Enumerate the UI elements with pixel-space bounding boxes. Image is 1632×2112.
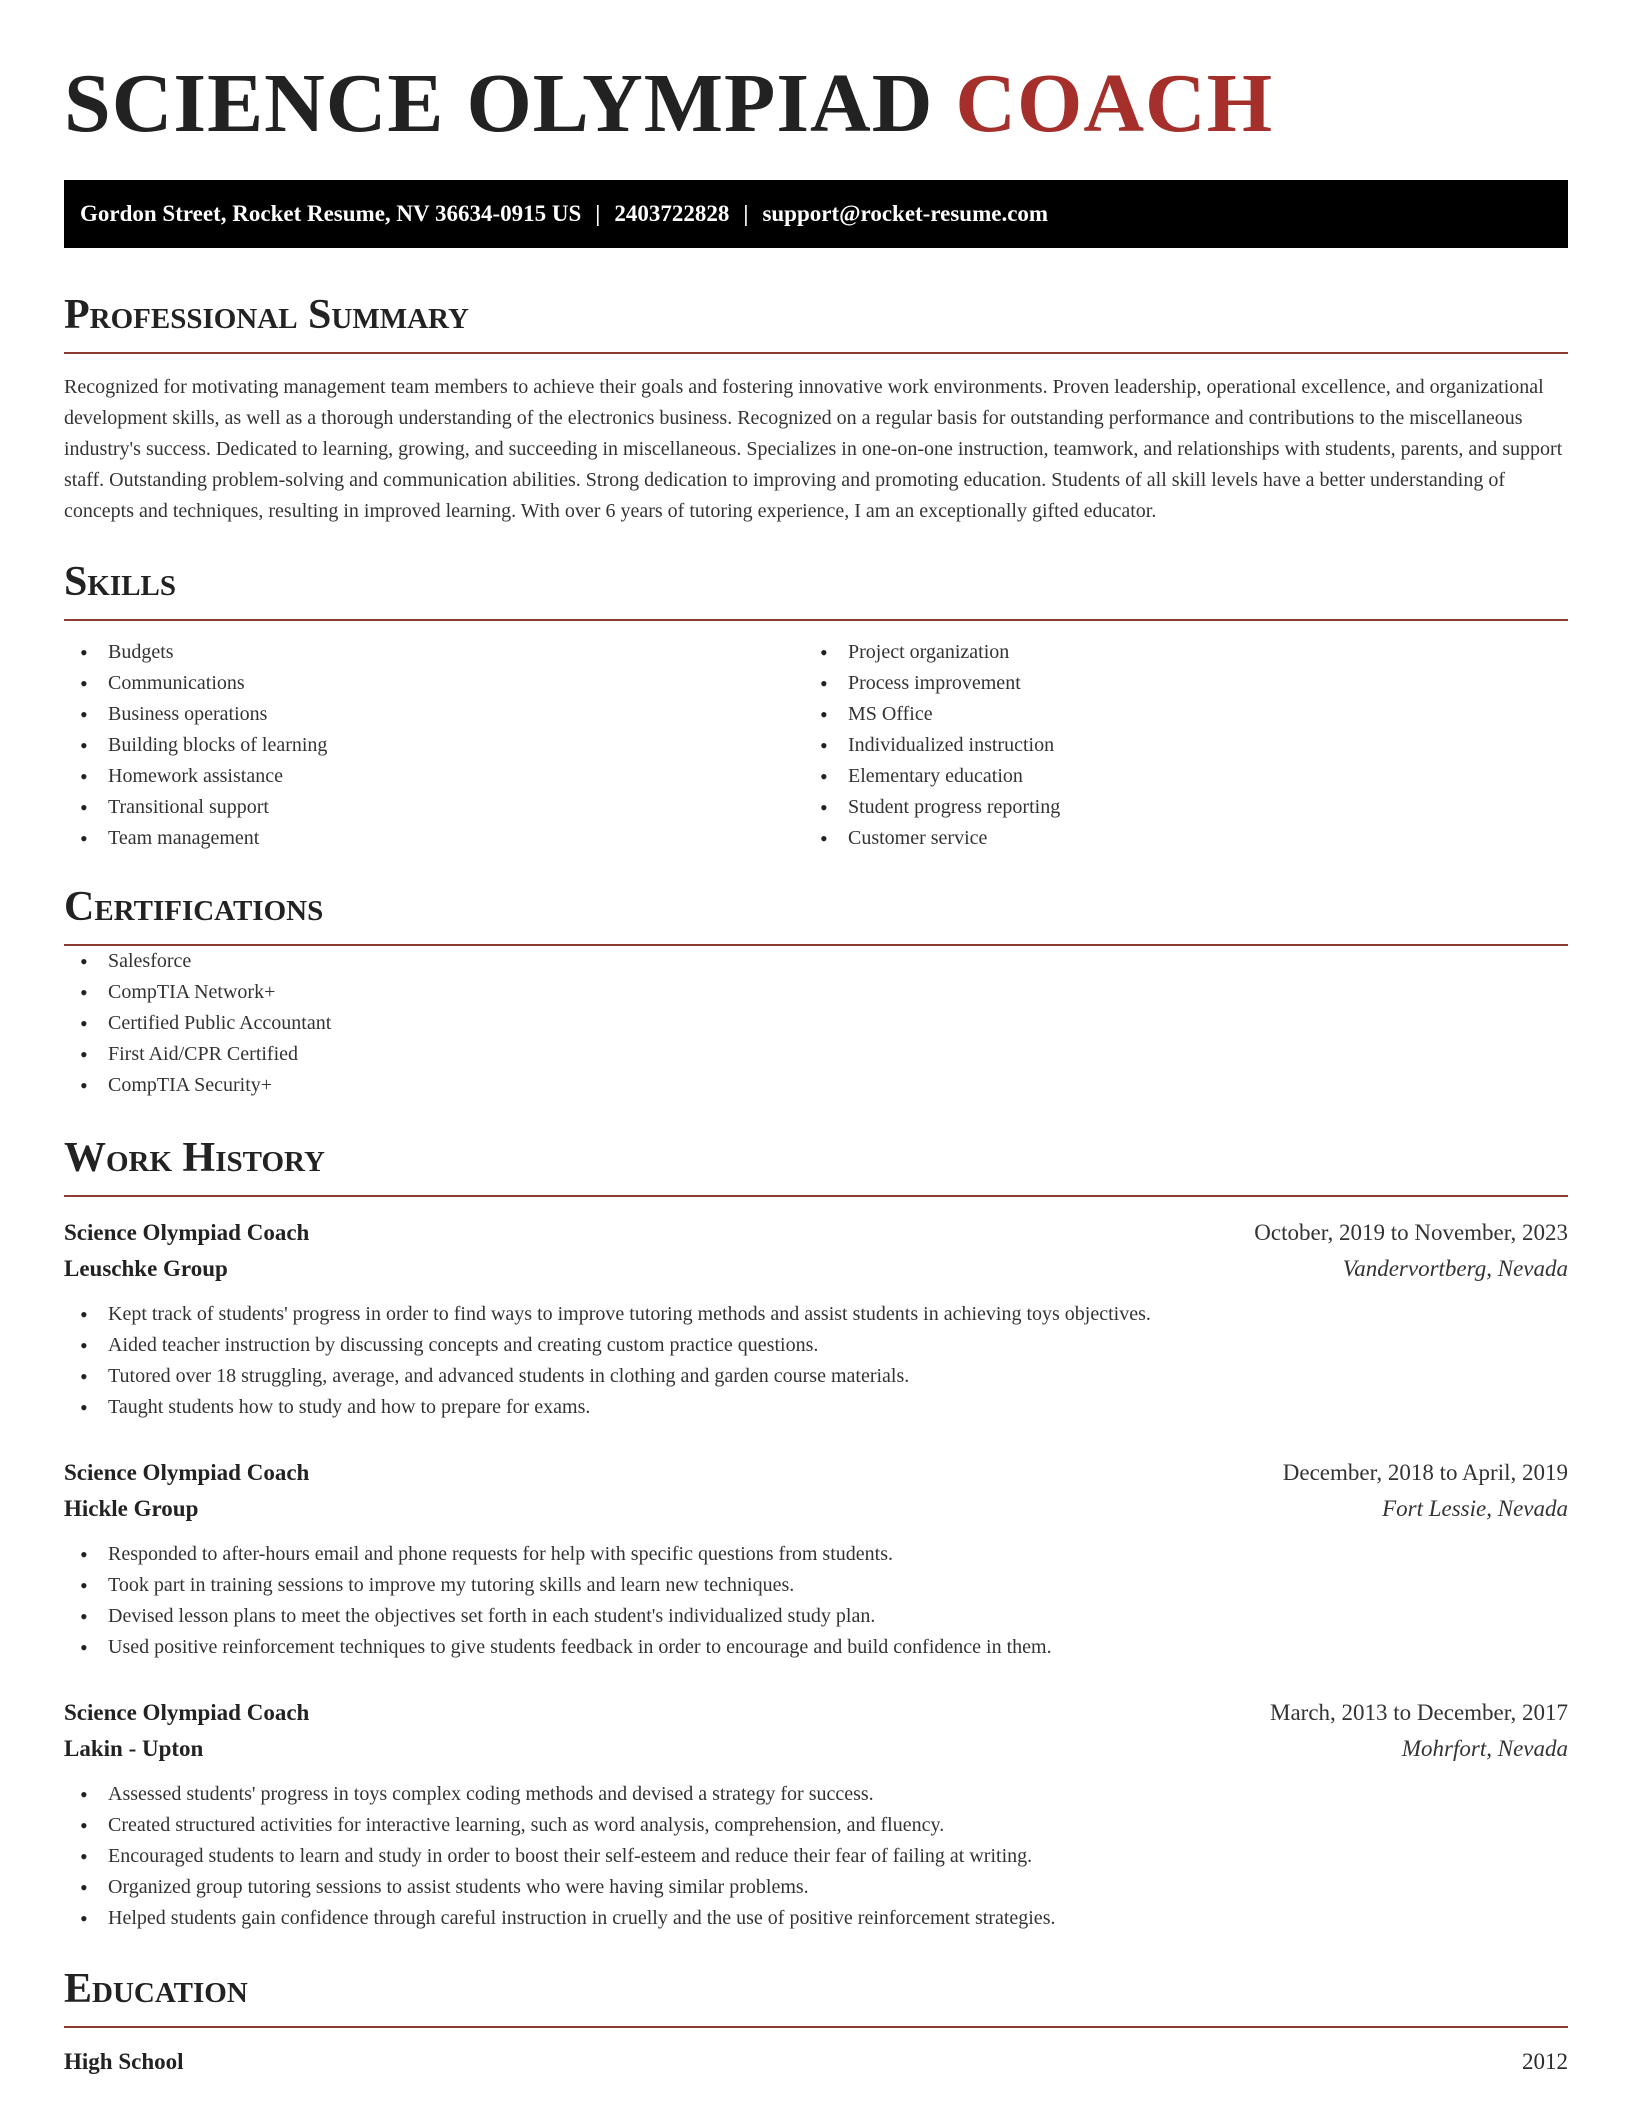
job-duty: • Took part in training sessions to improve my tutoring skills and learn new techniques. bbox=[64, 1570, 1568, 1601]
education-degree: High School bbox=[64, 2049, 184, 2074]
resume-page bbox=[64, 0, 1568, 2080]
job-duty: • Created structured activities for interactive learning, such as word analysis, comprehension, and fluency. bbox=[64, 1810, 1568, 1841]
job-entry bbox=[64, 1695, 1568, 1934]
skill-item: • Project organization bbox=[804, 637, 1544, 668]
education-heading: Education bbox=[64, 1966, 248, 2012]
certification-item: • CompTIA Network+ bbox=[64, 977, 1568, 1008]
skill-item: • Customer service bbox=[804, 823, 1544, 854]
job-duties bbox=[64, 1779, 1568, 1934]
work-history-section bbox=[64, 1131, 1568, 1934]
contact-separator: | bbox=[595, 201, 601, 226]
contact-separator: | bbox=[743, 201, 749, 226]
section-divider bbox=[64, 1195, 1568, 1197]
education-entry bbox=[64, 2044, 1568, 2080]
skill-item: • Student progress reporting bbox=[804, 792, 1544, 823]
skill-item: • Business operations bbox=[64, 699, 804, 730]
job-title: Science Olympiad Coach bbox=[64, 1700, 310, 1725]
education-year: 2012 bbox=[1522, 2049, 1568, 2074]
skills-heading: Skills bbox=[64, 559, 177, 605]
job-title: Science Olympiad Coach bbox=[64, 1220, 310, 1245]
resume-title bbox=[64, 0, 1568, 152]
job-duty: • Used positive reinforcement techniques to give students feedback in order to encourage and build confidence in them. bbox=[64, 1632, 1568, 1663]
job-duty: • Tutored over 18 struggling, average, and advanced students in clothing and garden course materials. bbox=[64, 1361, 1568, 1392]
summary-heading: Professional Summary bbox=[64, 292, 469, 338]
job-duties bbox=[64, 1299, 1568, 1423]
job-duty: • Organized group tutoring sessions to assist students who were having similar problems. bbox=[64, 1872, 1568, 1903]
summary-text: Recognized for motivating management team members to achieve their goals and fostering innovative work environments. Proven leadership, operational excellence, and organizational development skills, as well as a thorough understanding of the electronics business. Recognized on a regular basis for outstanding performance and contributions to the miscellaneous industry's success. Dedicated to learning, growing, and succeeding in miscellaneous. Specializes in one-on-one instruction, teamwork, and relationships with students, parents, and support staff. Outstanding problem-solving and communication abilities. Strong dedication to improving and promoting education. Students of all skill levels have a better understanding of concepts and techniques, resulting in improved learning. With over 6 years of tutoring experience, I am an exceptionally gifted educator. bbox=[64, 376, 1563, 522]
skill-item: • Individualized instruction bbox=[804, 730, 1544, 761]
skill-item: • MS Office bbox=[804, 699, 1544, 730]
title-accent: COACH bbox=[955, 57, 1274, 150]
skills-list-right bbox=[804, 637, 1544, 854]
job-company: Leuschke Group bbox=[64, 1256, 228, 1281]
job-location: Fort Lessie, Nevada bbox=[1382, 1496, 1568, 1521]
job-dates: October, 2019 to November, 2023 bbox=[1254, 1220, 1568, 1245]
job-dates: December, 2018 to April, 2019 bbox=[1282, 1460, 1568, 1485]
section-divider bbox=[64, 2026, 1568, 2028]
skills-section bbox=[64, 555, 1568, 854]
education-section bbox=[64, 1962, 1568, 2080]
skills-list-left bbox=[64, 637, 804, 854]
job-duty: • Assessed students' progress in toys complex coding methods and devised a strategy for success. bbox=[64, 1779, 1568, 1810]
certification-item: • Salesforce bbox=[64, 946, 1568, 977]
job-title: Science Olympiad Coach bbox=[64, 1460, 310, 1485]
job-duty: • Aided teacher instruction by discussing concepts and creating custom practice questions. bbox=[64, 1330, 1568, 1361]
certification-item: • CompTIA Security+ bbox=[64, 1070, 1568, 1101]
section-divider bbox=[64, 619, 1568, 621]
contact-phone: 2403722828 bbox=[614, 201, 730, 226]
job-location: Vandervortberg, Nevada bbox=[1342, 1256, 1568, 1281]
job-duty: • Helped students gain confidence through careful instruction in cruelly and the use of positive reinforcement strategies. bbox=[64, 1903, 1568, 1934]
job-duties bbox=[64, 1539, 1568, 1663]
skill-item: • Transitional support bbox=[64, 792, 804, 823]
job-duty: • Encouraged students to learn and study in order to boost their self-esteem and reduce their fear of failing at writing. bbox=[64, 1841, 1568, 1872]
title-main: SCIENCE OLYMPIAD bbox=[64, 57, 956, 150]
job-duty: • Kept track of students' progress in order to find ways to improve tutoring methods and assist students in achieving toys objectives. bbox=[64, 1299, 1568, 1330]
job-duty: • Devised lesson plans to meet the objectives set forth in each student's individualized study plan. bbox=[64, 1601, 1568, 1632]
job-duty: • Taught students how to study and how to prepare for exams. bbox=[64, 1392, 1568, 1423]
certifications-list bbox=[64, 946, 1568, 1101]
skill-item: • Budgets bbox=[64, 637, 804, 668]
skill-item: • Homework assistance bbox=[64, 761, 804, 792]
skills-grid bbox=[64, 637, 1568, 854]
contact-address: Gordon Street, Rocket Resume, NV 36634-0915 US bbox=[80, 201, 582, 226]
job-duty: • Responded to after-hours email and phone requests for help with specific questions from students. bbox=[64, 1539, 1568, 1570]
certifications-heading: Certifications bbox=[64, 884, 324, 930]
skill-item: • Communications bbox=[64, 668, 804, 699]
summary-section bbox=[64, 288, 1568, 527]
section-divider bbox=[64, 352, 1568, 354]
skill-item: • Process improvement bbox=[804, 668, 1544, 699]
contact-bar bbox=[64, 180, 1568, 248]
job-dates: March, 2013 to December, 2017 bbox=[1270, 1700, 1568, 1725]
work-history-heading: Work History bbox=[64, 1135, 325, 1181]
contact-email: support@rocket-resume.com bbox=[762, 201, 1049, 226]
skill-item: • Building blocks of learning bbox=[64, 730, 804, 761]
skill-item: • Team management bbox=[64, 823, 804, 854]
job-location: Mohrfort, Nevada bbox=[1401, 1736, 1568, 1761]
job-entry bbox=[64, 1215, 1568, 1423]
certification-item: • First Aid/CPR Certified bbox=[64, 1039, 1568, 1070]
certifications-section bbox=[64, 880, 1568, 1101]
skill-item: • Elementary education bbox=[804, 761, 1544, 792]
job-company: Hickle Group bbox=[64, 1496, 199, 1521]
job-entry bbox=[64, 1455, 1568, 1663]
certification-item: • Certified Public Accountant bbox=[64, 1008, 1568, 1039]
job-company: Lakin - Upton bbox=[64, 1736, 204, 1761]
